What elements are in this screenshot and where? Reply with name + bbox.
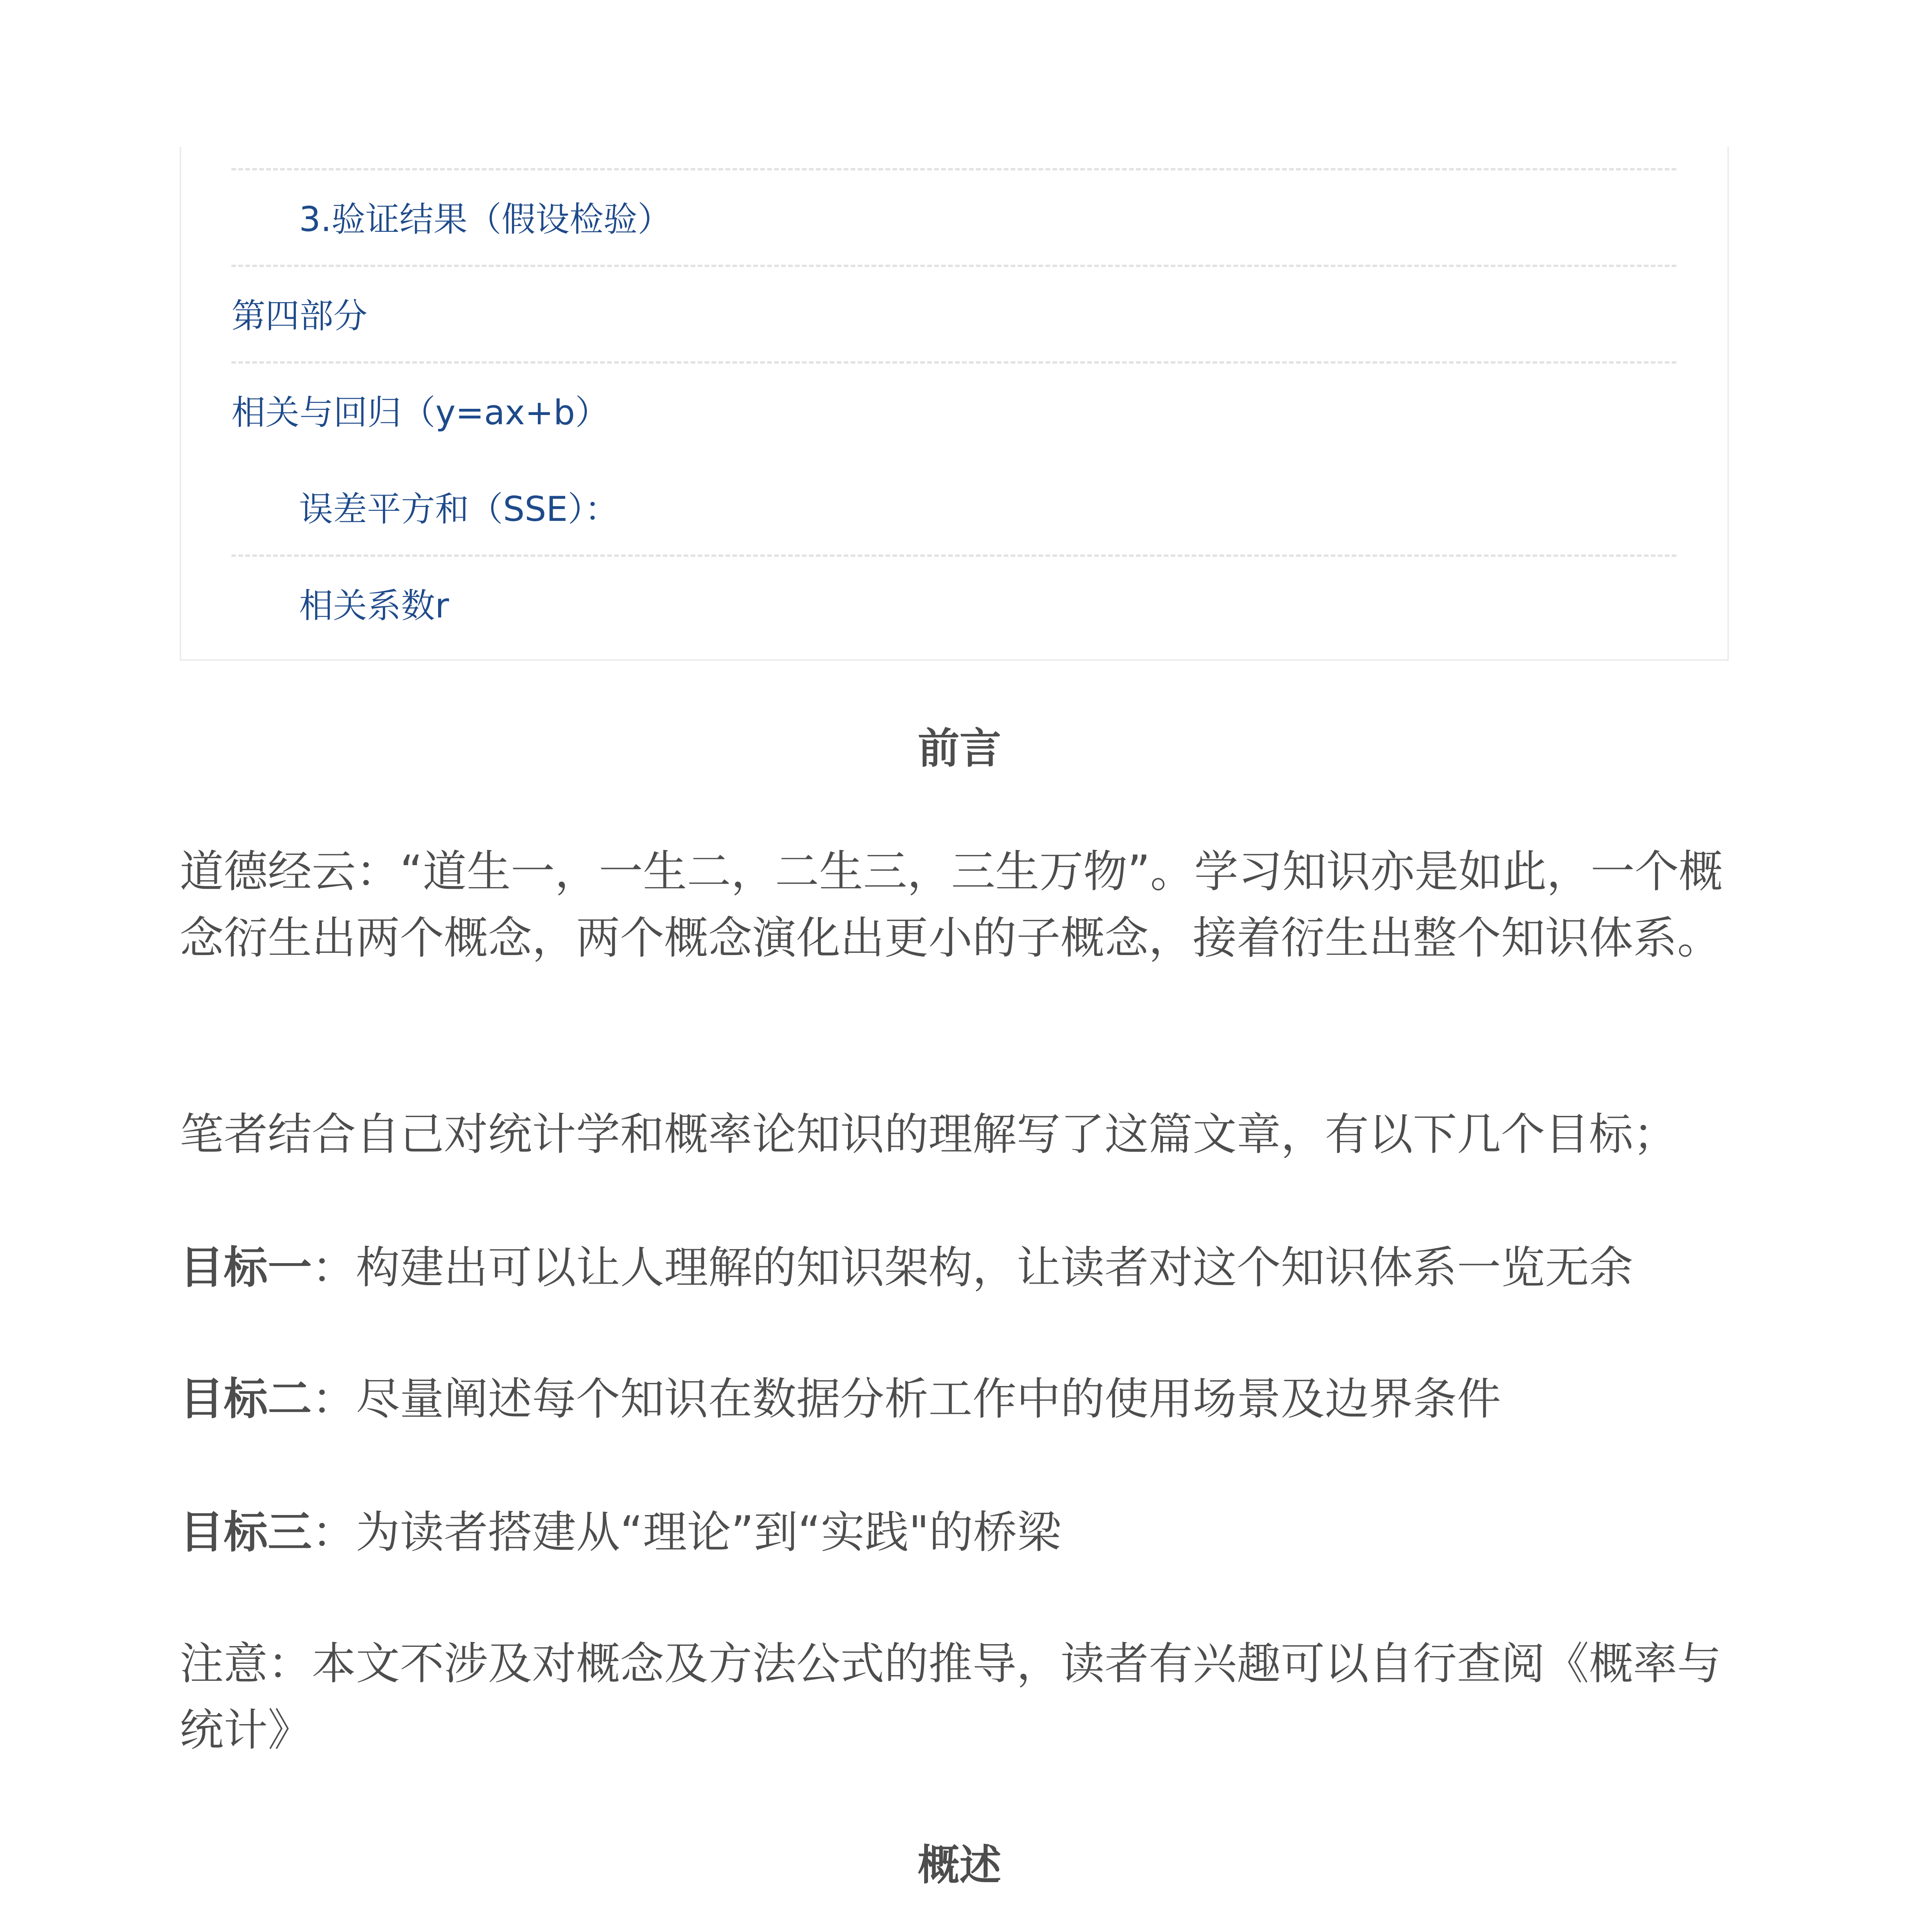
preface-paragraph-1: 道德经云：“道生一，一生二，二生三，三生万物”。学习知识亦是如此，一个概念衍生出两个概念，两个概念演化出更小的子概念，接着衍生出整个知识体系。 <box>180 846 1723 964</box>
note-paragraph: 注意：本文不涉及对概念及方法公式的推导，读者有兴趣可以自行查阅《概率与统计》 <box>180 1638 1722 1756</box>
overview-heading: 概述 <box>918 1841 1001 1889</box>
toc-link[interactable]: 相关与回归（y=ax+b） <box>231 393 609 432</box>
toc-link[interactable]: 误差平方和（SSE）： <box>299 489 619 529</box>
table-of-contents <box>180 147 1729 661</box>
toc-item[interactable] <box>231 554 1676 651</box>
goal-text: ：为读者搭建从“理论”到“实践"的桥梁 <box>312 1507 1061 1558</box>
preface-paragraph-2: 笔者结合自己对统计学和概率论知识的理解写了这篇文章，有以下几个目标； <box>180 1109 1678 1160</box>
toc-link[interactable]: 第四部分 <box>231 296 368 336</box>
goal-label: 目标三 <box>180 1507 312 1558</box>
goal-two <box>180 1366 1744 1432</box>
toc-item[interactable] <box>231 168 1676 265</box>
preface-heading: 前言 <box>918 724 1001 773</box>
toc-item[interactable] <box>231 458 1676 554</box>
goal-text: ：构建出可以让人理解的知识架构，让读者对这个知识体系一览无余 <box>312 1242 1633 1293</box>
toc-link[interactable]: 3.验证结果（假设检验） <box>299 199 671 239</box>
toc-link[interactable]: 相关系数r <box>299 586 449 626</box>
goal-one <box>180 1235 1744 1301</box>
toc-item[interactable] <box>231 265 1676 361</box>
goal-label: 目标二 <box>180 1373 312 1425</box>
toc-item[interactable] <box>231 361 1676 458</box>
goal-text: ：尽量阐述每个知识在数据分析工作中的使用场景及边界条件 <box>312 1373 1501 1425</box>
goal-three <box>180 1499 1744 1566</box>
goal-label: 目标一 <box>180 1242 312 1293</box>
